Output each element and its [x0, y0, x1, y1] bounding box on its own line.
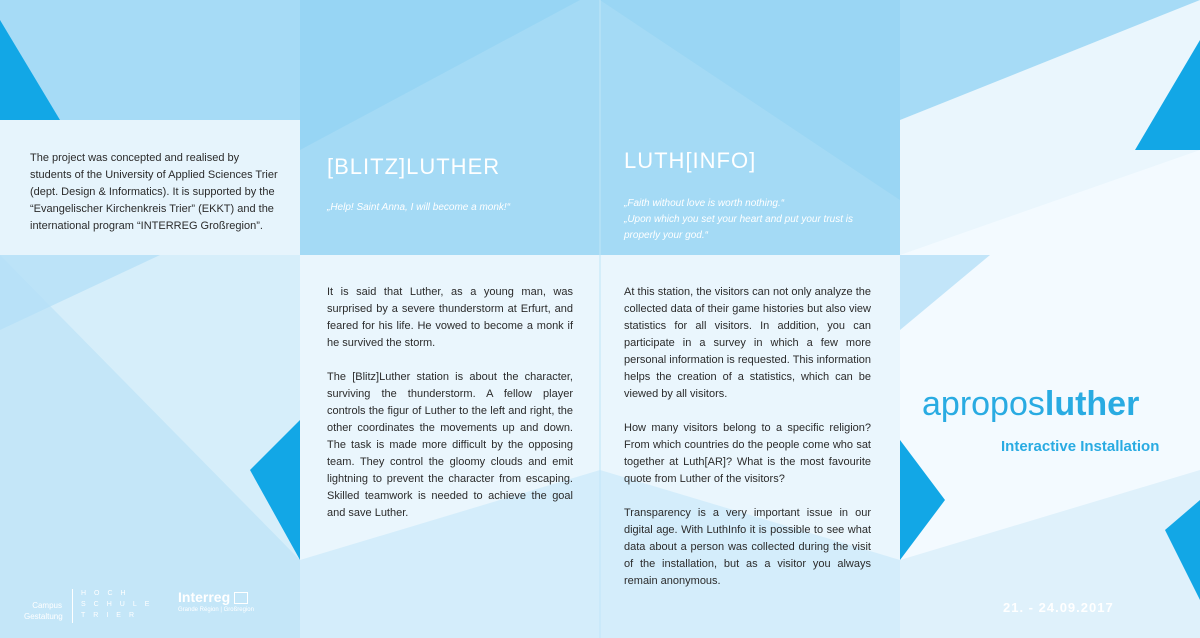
- luthinfo-quote: [624, 196, 874, 244]
- luthinfo-paragraph-2: How many visitors belong to a specific religion? From which countries do the people come who sat together at Luth[AR]? What is the most favourite quote from Luther of the visitors?: [624, 422, 871, 485]
- blitzluther-body: [327, 284, 573, 539]
- luthinfo-body: [624, 284, 871, 607]
- intro-paragraph: The project was concepted and realised by students of the University of Applied Sciences Trier (dept. Design & Informatics). It is supported by the “Evangelischer Kirchenkreis Trier” (EKKT) and the international program “INTERREG Großregion”.: [30, 152, 278, 232]
- hs-line-2: SCHULE: [81, 601, 158, 608]
- campus-gestaltung-logo: Campus Gestaltung: [24, 601, 63, 621]
- blitzluther-quote: „Help! Saint Anna, I will become a monk!“: [327, 202, 511, 213]
- brand-light: apropos: [922, 385, 1045, 423]
- blitzluther-paragraph-1: It is said that Luther, as a young man, was surprised by a severe thunderstorm at Erfurt, and feared for his life. He vowed to become a monk if he survived the storm.: [327, 286, 573, 349]
- event-dates: 21. - 24.09.2017: [1003, 600, 1114, 615]
- interreg-region: Grande Région | Großregion: [178, 607, 254, 613]
- eu-flag-icon: [234, 592, 248, 604]
- brand-logo: [922, 385, 1139, 424]
- luthinfo-quote-line-2: „Upon which you set your heart and put your trust is properly your god.“: [624, 214, 854, 241]
- brand-bold: luther: [1044, 385, 1140, 423]
- intro-text: [30, 150, 278, 252]
- cover-subtitle: Interactive Installation: [1001, 438, 1160, 455]
- interreg-name: Interreg: [178, 589, 231, 605]
- luthinfo-title: LUTH[INFO]: [624, 148, 757, 173]
- hochschule-trier-logo: [72, 589, 163, 623]
- blitzluther-title: [BLITZ]LUTHER: [327, 154, 501, 179]
- hs-line-3: TRIER: [81, 612, 142, 619]
- interreg-logo: [178, 589, 254, 613]
- luthinfo-paragraph-1: At this station, the visitors can not only analyze the collected data of their game histories but also view statistics for all visitors. In addition, you can participate in a survey in which a few more personal information is requested. This information helps the creation of a statistics, which can be viewed by all visitors.: [624, 286, 871, 400]
- luthinfo-paragraph-3: Transparency is a very important issue in our digital age. With LuthInfo it is possible to see what data about a person was collected during the visit of the installation, but as a visitor you always remain anonymous.: [624, 507, 871, 587]
- luthinfo-quote-line-1: „Faith without love is worth nothing.“: [624, 198, 785, 209]
- blitzluther-paragraph-2: The [Blitz]Luther station is about the character, surviving the thunderstorm. A fellow player controls the figur of Luther to the left and right, the other coordinates the movements up and down. The task is made more difficult by the opposing team. They control the gloomy clouds and emit lightning to prevent the character from escaping. Skilled teamwork is needed to achieve the goal and save Luther.: [327, 371, 573, 519]
- hs-line-1: HOCH: [81, 590, 134, 597]
